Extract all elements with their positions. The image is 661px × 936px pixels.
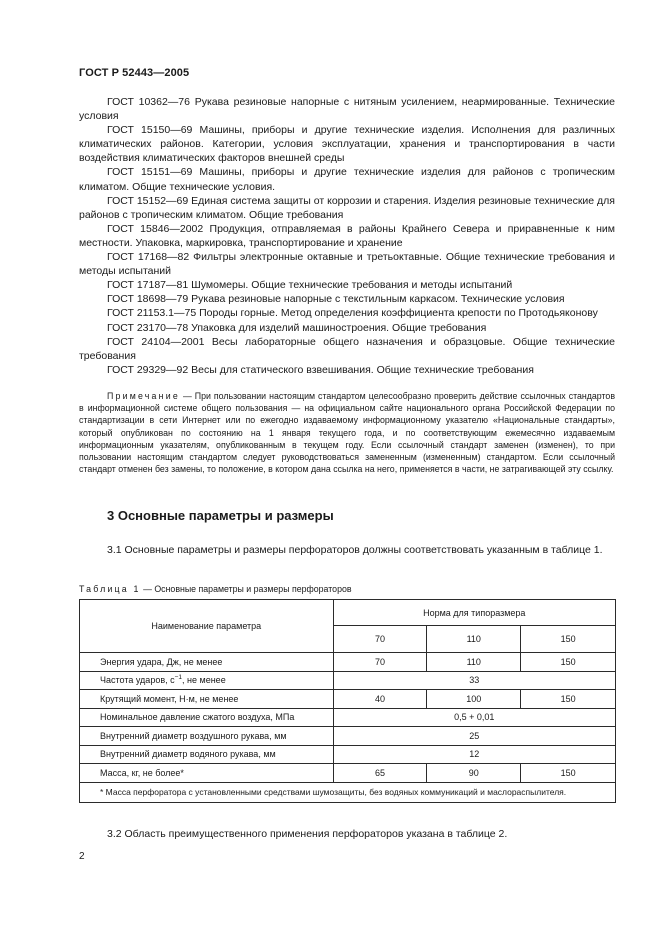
cell-value: 40 [333, 690, 427, 709]
table-footnote-row [80, 782, 616, 802]
row-label: Крутящий момент, Н·м, не менее [80, 690, 334, 709]
row-label: Энергия удара, Дж, не менее [80, 653, 334, 672]
row-label-text: Частота ударов, с [100, 675, 175, 686]
cell-value-merged: 25 [333, 727, 615, 746]
cell-value: 150 [521, 764, 616, 783]
reference-code: ГОСТ 21153.1—75 [107, 307, 197, 320]
reference-item [79, 335, 615, 363]
cell-value: 150 [521, 653, 616, 672]
reference-code: ГОСТ 15150—69 [107, 124, 193, 137]
reference-title: Рукава резиновые напорные с нитяным усилением, неармированные. Технические условия [79, 96, 615, 123]
cell-value-merged: 12 [333, 745, 615, 764]
table-caption [79, 584, 352, 594]
cell-value: 100 [427, 690, 521, 709]
reference-item [79, 292, 615, 306]
table-caption-label: Таблица 1 [79, 584, 141, 594]
row-label: Номинальное давление сжатого воздуха, МПа [80, 708, 334, 727]
header-size-150: 150 [521, 626, 616, 653]
cell-value: 90 [427, 764, 521, 783]
cell-value: 150 [521, 690, 616, 709]
reference-title: Продукция, отправляемая в районы Крайнего Севера и приравненные к ним местности. Упаковка, маркировка, транспортирование и хранение [79, 222, 616, 249]
section-heading: 3 Основные параметры и размеры [107, 508, 334, 523]
references-note [79, 390, 615, 475]
reference-code: ГОСТ 18698—79 [107, 293, 189, 306]
cell-value-merged: 33 [333, 671, 615, 690]
reference-item [79, 250, 615, 278]
reference-title: Шумомеры. Общие технические требования и методы испытаний [191, 279, 513, 292]
reference-title: Единая система защиты от коррозии и старения. Изделия резиновые технические для районов с тропическим климатом. Общие требования [79, 194, 615, 221]
reference-title: Породы горные. Метод определения коэффициента крепости по Протодьяконову [199, 307, 598, 320]
header-size-norm: Норма для типоразмера [333, 600, 615, 626]
reference-title: Весы лабораторные общего назначения и образцовые. Общие технические требования [79, 335, 615, 362]
reference-item [79, 306, 615, 320]
row-label: Внутренний диаметр водяного рукава, мм [80, 745, 334, 764]
table-row [80, 690, 616, 709]
cell-value: 70 [333, 653, 427, 672]
reference-title: Фильтры электронные октавные и третьоктавные. Общие технические требования и методы испытаний [79, 251, 615, 278]
reference-item [79, 165, 615, 193]
cell-value: 65 [333, 764, 427, 783]
header-size-70: 70 [333, 626, 427, 653]
reference-title: Упаковка для изделий машиностроения. Общие требования [191, 321, 487, 334]
reference-item [79, 123, 615, 165]
reference-item [79, 363, 615, 377]
reference-code: ГОСТ 10362—76 [107, 96, 190, 108]
row-label: Внутренний диаметр воздушного рукава, мм [80, 727, 334, 746]
note-label: Примечание [107, 391, 180, 401]
cell-value: 110 [427, 653, 521, 672]
reference-code: ГОСТ 29329—92 [107, 363, 189, 376]
table-row [80, 708, 616, 727]
table-row [80, 745, 616, 764]
reference-code: ГОСТ 23170—78 [107, 321, 189, 334]
table-footnote: * Масса перфоратора с установленными средствами шумозащиты, без водяных коммуникаций и маслораспылителя. [80, 782, 616, 802]
document-header: ГОСТ Р 52443—2005 [79, 67, 190, 79]
table-row [80, 653, 616, 672]
header-size-110: 110 [427, 626, 521, 653]
reference-code: ГОСТ 15152—69 [107, 194, 189, 207]
reference-item [79, 278, 615, 292]
reference-code: ГОСТ 15151—69 [107, 166, 193, 179]
page-number: 2 [79, 851, 85, 862]
reference-code: ГОСТ 17168—82 [107, 251, 190, 264]
row-label: Масса, кг, не более* [80, 764, 334, 783]
parameters-table [79, 599, 616, 803]
reference-title: Машины, приборы и другие технические изделия для районов с тропическим климатом. Общие технические условия. [79, 166, 615, 193]
reference-code: ГОСТ 24104—2001 [107, 335, 205, 348]
reference-item [79, 222, 615, 250]
cell-value-merged: 0,5 + 0,01 [333, 708, 615, 727]
clause-3-1: 3.1 Основные параметры и размеры перфораторов должны соответствовать указанным в таблице 1. [107, 544, 603, 556]
row-label [80, 671, 334, 690]
row-label-suffix: , не менее [182, 675, 226, 686]
reference-code: ГОСТ 17187—81 [107, 279, 189, 292]
table-row [80, 671, 616, 690]
reference-title: Рукава резиновые напорные с текстильным каркасом. Технические условия [191, 293, 565, 306]
table-caption-text: — Основные параметры и размеры перфораторов [143, 584, 352, 594]
note-text: — При пользовании настоящим стандартом целесообразно проверить действие ссылочных стандартов в информационной системе общего пользования — на официальном сайте национального органа Российской Федерации по стандартизации в сети Интернет или по ежегодно издаваемому информационному указателю «Национальные стандарты», который опубликован по состоянию на 1 января текущего года, и по соответствующим ежемесячно издаваемым информационным указателям, опубликованным в текущем году. Если ссылочный стандарт заменен (изменен), то при пользовании настоящим стандартом следует руководствоваться замененным (измененным) стандартом. Если ссылочный стандарт отменен без замены, то положение, в котором дана ссылка на него, применяется в части, не затрагивающей эту ссылку. [79, 391, 615, 475]
reference-item [79, 95, 615, 123]
reference-item [79, 321, 615, 335]
reference-title: Машины, приборы и другие технические изделия. Исполнения для различных климатических районов. Категории, условия эксплуатации, хранения и транспортирования в части воздействия климатических факторов внешней среды [79, 124, 615, 165]
reference-code: ГОСТ 15846—2002 [107, 222, 204, 235]
row-label-superscript: −1 [174, 674, 183, 682]
clause-3-2: 3.2 Область преимущественного применения перфораторов указана в таблице 2. [107, 828, 508, 840]
table-row [80, 727, 616, 746]
reference-title: Весы для статического взвешивания. Общие технические требования [191, 363, 534, 376]
normative-references-list [79, 95, 615, 377]
table-row [80, 764, 616, 783]
header-parameter-name: Наименование параметра [80, 600, 334, 653]
reference-item [79, 194, 615, 222]
